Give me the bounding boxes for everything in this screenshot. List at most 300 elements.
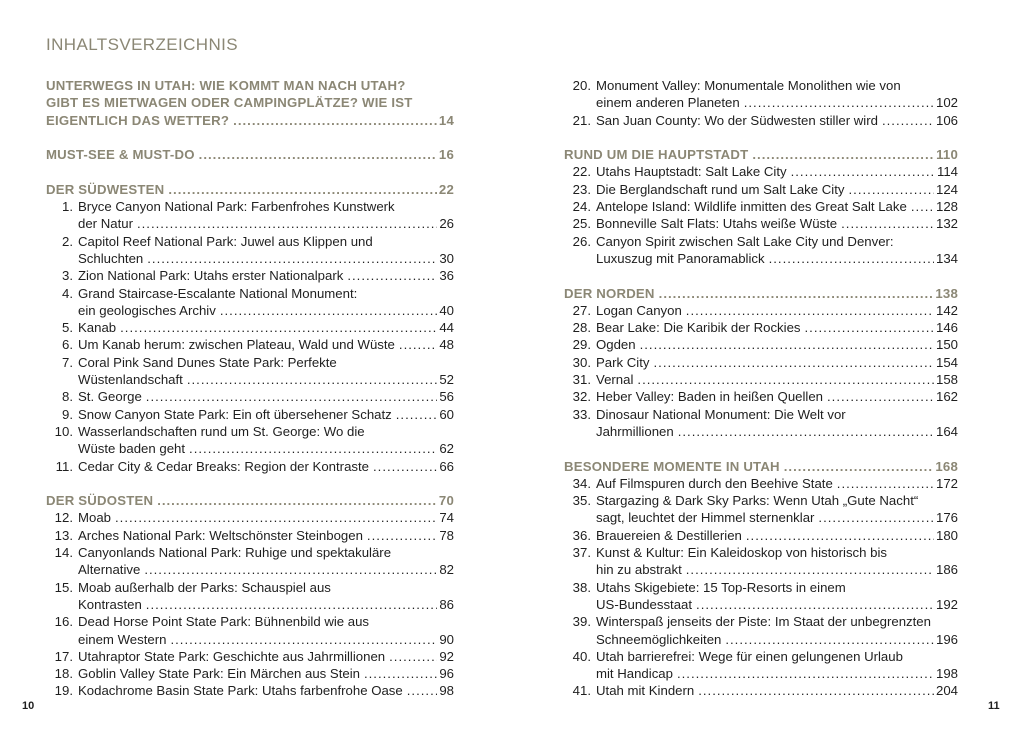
entry-text-line: Utahs Hauptstadt: Salt Lake City	[596, 164, 787, 180]
entry-last-line	[596, 665, 958, 682]
toc-entry	[46, 267, 454, 284]
page-number-right: 11	[988, 700, 1000, 712]
leader-dots	[367, 527, 437, 544]
entry-text-line: Monument Valley: Monumentale Monolithen wie von	[596, 78, 901, 93]
entry-text-line: Brauereien & Destillerien	[596, 527, 742, 543]
page-ref: 172	[935, 475, 958, 491]
entry-text-line: Um Kanab herum: zwischen Plateau, Wald und Wüste	[78, 337, 395, 353]
entry-text-line: ein geologisches Archiv	[78, 302, 216, 318]
entry-text	[596, 648, 958, 683]
page-number-left: 10	[22, 700, 35, 712]
left-toc-column	[46, 77, 454, 700]
entry-last-line	[596, 336, 958, 353]
leader-dots	[752, 146, 934, 163]
leader-dots	[407, 682, 438, 699]
section-page-ref: 110	[936, 147, 958, 163]
entry-last-line	[596, 215, 958, 232]
toc-entry	[564, 336, 958, 353]
entry-last-line	[596, 163, 958, 180]
entry-last-line	[596, 388, 958, 405]
entry-number: 12.	[54, 510, 73, 526]
entry-text	[78, 406, 454, 423]
entry-last-line	[596, 561, 958, 578]
entry-last-line	[596, 198, 958, 215]
page-ref: 52	[439, 372, 454, 388]
leader-dots	[882, 112, 934, 129]
entry-last-line	[78, 631, 454, 648]
toc-section	[46, 492, 454, 700]
page-ref: 78	[439, 527, 454, 543]
leader-dots	[805, 319, 934, 336]
page-ref: 198	[935, 666, 958, 682]
entry-text-line: Schluchten	[78, 250, 144, 266]
leader-dots	[677, 665, 934, 682]
entry-number: 15.	[54, 579, 73, 595]
page-ref: 142	[935, 302, 958, 318]
leader-dots	[746, 527, 934, 544]
entry-text-line: Bryce Canyon National Park: Farbenfrohes Kunstwerk	[78, 199, 395, 215]
section-page-ref: 70	[438, 493, 454, 509]
entry-text-line: San Juan County: Wo der Südwesten stiller wird	[596, 112, 878, 128]
page-ref: 56	[439, 389, 454, 405]
page-ref: 124	[935, 181, 958, 197]
entry-text	[596, 233, 958, 268]
entry-text-line: hin zu abstrakt	[596, 562, 682, 578]
page-ref: 48	[439, 337, 454, 353]
entry-last-line	[596, 94, 958, 111]
entry-number: 22.	[572, 164, 591, 180]
leader-dots	[696, 596, 934, 613]
section-heading	[564, 458, 958, 475]
leader-dots	[769, 250, 934, 267]
page-ref: 150	[935, 337, 958, 353]
page-ref: 102	[935, 95, 958, 111]
entry-number: 31.	[572, 372, 591, 388]
entry-text	[596, 112, 958, 129]
entry-text	[596, 544, 958, 579]
entry-text-line: Utahs Skigebiete: 15 Top-Resorts in einem	[596, 579, 846, 595]
toc-entry	[564, 77, 958, 112]
page-ref: 132	[935, 216, 958, 232]
toc-entry	[564, 475, 958, 492]
section-heading-last-line	[46, 181, 454, 198]
toc-entry	[564, 492, 958, 527]
toc-entry	[564, 527, 958, 544]
entry-text-line: Snow Canyon State Park: Ein oft übersehener Schatz	[78, 406, 392, 422]
toc-entry	[46, 527, 454, 544]
toc-entry	[564, 198, 958, 215]
entry-text	[78, 544, 454, 579]
entry-number: 7.	[62, 354, 73, 370]
leader-dots	[144, 561, 437, 578]
entry-text-line: Dead Horse Point State Park: Bühnenbild wie aus	[78, 614, 370, 630]
leader-dots	[791, 163, 935, 180]
entry-text	[596, 77, 958, 112]
page-ref: 74	[439, 510, 454, 526]
leader-dots	[146, 388, 438, 405]
entry-text-line: Luxuszug mit Panoramablick	[596, 250, 765, 266]
entry-text	[78, 509, 454, 526]
entry-text-line: Vernal	[596, 372, 634, 388]
entry-number: 26.	[572, 233, 591, 249]
entry-text	[78, 613, 454, 648]
toc-entry	[46, 388, 454, 405]
leader-dots	[637, 371, 934, 388]
page-ref: 180	[935, 527, 958, 543]
section-heading-last-line	[46, 112, 454, 129]
entry-text	[596, 492, 958, 527]
entry-last-line	[596, 631, 958, 648]
toc-entry	[46, 233, 454, 268]
entry-number: 19.	[54, 683, 73, 699]
toc-entry	[564, 648, 958, 683]
entry-text-line: Kontrasten	[78, 596, 142, 612]
leader-dots	[115, 509, 437, 526]
entry-number: 2.	[62, 233, 73, 249]
toc-entry	[46, 354, 454, 389]
leader-dots	[399, 336, 437, 353]
page-ref: 66	[439, 458, 454, 474]
entry-text-line: Kodachrome Basin State Park: Utahs farbenfrohe Oase	[78, 683, 403, 699]
toc-entry	[46, 285, 454, 320]
entry-text-line: Canyonlands National Park: Ruhige und spektakuläre	[78, 545, 392, 561]
entry-text-line: Utah mit Kindern	[596, 683, 695, 699]
entry-text-line: St. George	[78, 389, 142, 405]
entry-last-line	[596, 371, 958, 388]
entry-number: 36.	[572, 527, 591, 543]
entry-text	[596, 354, 958, 371]
entry-last-line	[596, 527, 958, 544]
entry-text-line: Stargazing & Dark Sky Parks: Wenn Utah „Gute Nacht“	[596, 493, 919, 509]
toc-entry	[564, 406, 958, 441]
leader-dots	[849, 181, 934, 198]
entry-text	[78, 319, 454, 336]
entry-last-line	[596, 250, 958, 267]
page-ref: 114	[936, 164, 958, 180]
entry-text	[78, 527, 454, 544]
toc-entry	[564, 682, 958, 699]
entry-text	[596, 527, 958, 544]
entry-text	[596, 215, 958, 232]
entry-text	[78, 682, 454, 699]
entry-text	[596, 198, 958, 215]
entry-text	[78, 648, 454, 665]
leader-dots	[199, 146, 437, 163]
section-heading-last-line	[564, 146, 958, 163]
entry-text-line: Zion National Park: Utahs erster Nationalpark	[78, 268, 344, 284]
entry-text-line: Wüste baden geht	[78, 441, 186, 457]
entry-last-line	[78, 302, 454, 319]
entry-number: 13.	[54, 527, 73, 543]
entry-number: 3.	[62, 268, 73, 284]
entry-number: 4.	[62, 285, 73, 301]
entry-last-line	[78, 527, 454, 544]
entry-number: 14.	[54, 545, 73, 561]
leader-dots	[654, 354, 934, 371]
toc-section	[46, 181, 454, 475]
entry-text	[596, 319, 958, 336]
entry-text-line: der Natur	[78, 216, 133, 232]
entry-text-line: mit Handicap	[596, 666, 673, 682]
page-ref: 146	[935, 320, 958, 336]
entry-text-line: Jahrmillionen	[596, 423, 674, 439]
leader-dots	[170, 631, 437, 648]
entry-text-line: Canyon Spirit zwischen Salt Lake City und Denver:	[596, 233, 894, 249]
entry-number: 41.	[572, 683, 591, 699]
entry-last-line	[596, 302, 958, 319]
entry-text	[78, 579, 454, 614]
toc-entry	[564, 215, 958, 232]
toc-entry	[46, 665, 454, 682]
page-ref: 128	[935, 199, 958, 215]
entry-text	[596, 406, 958, 441]
toc-entry	[564, 302, 958, 319]
entry-text-line: Wasserlandschaften rund um St. George: Wo die	[78, 423, 365, 439]
entry-text-line: Moab	[78, 510, 111, 526]
entry-text-line: Coral Pink Sand Dunes State Park: Perfekte	[78, 354, 337, 370]
section-heading-line: MUST-SEE & MUST-DO	[46, 147, 195, 163]
entry-text-line: Alternative	[78, 562, 141, 578]
entry-last-line	[78, 388, 454, 405]
entry-number: 39.	[572, 614, 591, 630]
section-page-ref: 22	[438, 181, 454, 197]
leader-dots	[389, 648, 437, 665]
entry-number: 21.	[572, 112, 591, 128]
entry-number: 23.	[572, 181, 591, 197]
toc-entry	[564, 388, 958, 405]
toc-entry	[46, 423, 454, 458]
toc-entry	[46, 406, 454, 423]
leader-dots	[725, 631, 934, 648]
entry-number: 9.	[62, 406, 73, 422]
entry-last-line	[596, 112, 958, 129]
entry-number: 29.	[572, 337, 591, 353]
section-heading-line: DER SÜDOSTEN	[46, 493, 154, 509]
entry-text	[596, 181, 958, 198]
page-ref: 86	[439, 596, 454, 612]
leader-dots	[784, 458, 934, 475]
leader-dots	[841, 215, 934, 232]
toc-entry	[46, 509, 454, 526]
section-heading	[564, 285, 958, 302]
entry-number: 17.	[54, 648, 73, 664]
entry-text	[596, 388, 958, 405]
entry-text-line: Dinosaur National Monument: Die Welt vor	[596, 406, 846, 422]
section-heading-last-line	[46, 146, 454, 163]
leader-dots	[659, 285, 934, 302]
entry-number: 38.	[572, 579, 591, 595]
entry-text	[78, 458, 454, 475]
toc-entry	[46, 458, 454, 475]
entry-text	[596, 371, 958, 388]
toc-section	[46, 146, 454, 163]
entry-text	[78, 354, 454, 389]
entry-text-line: Arches National Park: Weltschönster Steinbogen	[78, 527, 363, 543]
leader-dots	[396, 406, 438, 423]
entry-number: 30.	[572, 354, 591, 370]
entry-text-line: sagt, leuchtet der Himmel sternenklar	[596, 510, 815, 526]
leader-dots	[220, 302, 438, 319]
page-ref: 98	[439, 683, 454, 699]
entry-text-line: Kunst & Kultur: Ein Kaleidoskop von historisch bis	[596, 545, 888, 561]
page-ref: 162	[935, 389, 958, 405]
entry-text-line: Bonneville Salt Flats: Utahs weiße Wüste	[596, 216, 838, 232]
leader-dots	[189, 440, 437, 457]
section-heading	[46, 181, 454, 198]
entry-last-line	[78, 406, 454, 423]
toc-entry	[564, 181, 958, 198]
section-page-ref: 168	[935, 458, 958, 474]
leader-dots	[373, 458, 437, 475]
leader-dots	[837, 475, 934, 492]
section-page-ref: 16	[438, 147, 454, 163]
page-ref: 96	[439, 666, 454, 682]
toc-entry	[46, 544, 454, 579]
section-heading-line: BESONDERE MOMENTE IN UTAH	[564, 458, 780, 474]
section-heading-line: DER NORDEN	[564, 285, 655, 301]
entry-text-line: Goblin Valley State Park: Ein Märchen aus Stein	[78, 666, 360, 682]
entry-last-line	[78, 250, 454, 267]
leader-dots	[686, 561, 934, 578]
section-heading	[46, 492, 454, 509]
entry-number: 33.	[572, 406, 591, 422]
leader-dots	[347, 267, 437, 284]
page-ref: 192	[935, 596, 958, 612]
toc-section	[564, 77, 958, 129]
toc-section	[46, 77, 454, 129]
entry-text-line: einem Western	[78, 631, 167, 647]
toc-entry	[46, 682, 454, 699]
entry-last-line	[596, 509, 958, 526]
section-heading-last-line	[564, 285, 958, 302]
page-ref: 186	[935, 562, 958, 578]
entry-number: 40.	[572, 648, 591, 664]
entry-last-line	[78, 561, 454, 578]
leader-dots	[364, 665, 437, 682]
section-heading	[46, 146, 454, 163]
entry-last-line	[78, 648, 454, 665]
entry-last-line	[596, 596, 958, 613]
toc-entry	[564, 233, 958, 268]
entry-text	[78, 665, 454, 682]
entry-number: 1.	[62, 199, 73, 215]
toc-entry	[564, 579, 958, 614]
entry-last-line	[78, 215, 454, 232]
toc-entry	[564, 544, 958, 579]
section-heading-last-line	[564, 458, 958, 475]
entry-last-line	[596, 354, 958, 371]
toc-entry	[46, 336, 454, 353]
entry-last-line	[78, 267, 454, 284]
entry-text-line: Die Berglandschaft rund um Salt Lake City	[596, 181, 845, 197]
leader-dots	[137, 215, 437, 232]
toc-title: INHALTSVERZEICHNIS	[46, 35, 239, 54]
toc-entry	[564, 371, 958, 388]
page-ref: 26	[439, 216, 454, 232]
entry-text-line: Grand Staircase-Escalante National Monument:	[78, 285, 358, 301]
page-ref: 176	[935, 510, 958, 526]
entry-text	[596, 579, 958, 614]
entry-text-line: Winterspaß jenseits der Piste: Im Staat der unbegrenzten	[596, 614, 931, 630]
entry-text-line: Utahraptor State Park: Geschichte aus Jahrmillionen	[78, 648, 386, 664]
entry-number: 28.	[572, 320, 591, 336]
leader-dots	[187, 371, 438, 388]
entry-text	[78, 198, 454, 233]
entry-number: 11.	[55, 458, 73, 474]
entry-text	[78, 388, 454, 405]
entry-text	[78, 267, 454, 284]
leader-dots	[147, 250, 437, 267]
entry-text-line: Schneemöglichkeiten	[596, 631, 722, 647]
page-ref: 36	[439, 268, 454, 284]
toc-entry	[564, 163, 958, 180]
entry-text-line: Antelope Island: Wildlife inmitten des Great Salt Lake	[596, 199, 907, 215]
entry-text	[596, 682, 958, 699]
page-ref: 44	[439, 320, 454, 336]
entry-number: 16.	[54, 614, 73, 630]
entry-text-line: Auf Filmspuren durch den Beehive State	[596, 475, 833, 491]
entry-text	[596, 302, 958, 319]
entry-text	[78, 423, 454, 458]
entry-text	[78, 285, 454, 320]
entry-last-line	[78, 665, 454, 682]
section-heading	[564, 146, 958, 163]
entry-last-line	[596, 682, 958, 699]
section-page-ref: 14	[438, 112, 454, 128]
right-page	[510, 0, 1020, 732]
entry-text-line: Capitol Reef National Park: Juwel aus Klippen und	[78, 233, 373, 249]
page-ref: 134	[935, 250, 958, 266]
section-heading-last-line	[46, 492, 454, 509]
leader-dots	[818, 509, 934, 526]
entry-text-line: Bear Lake: Die Karibik der Rockies	[596, 320, 801, 336]
toc-section	[564, 458, 958, 700]
entry-last-line	[78, 336, 454, 353]
leader-dots	[698, 682, 934, 699]
section-heading-line: EIGENTLICH DAS WETTER?	[46, 112, 230, 128]
leader-dots	[640, 336, 934, 353]
entry-text-line: Heber Valley: Baden in heißen Quellen	[596, 389, 824, 405]
toc-entry	[46, 613, 454, 648]
leader-dots	[911, 198, 934, 215]
leader-dots	[157, 492, 437, 509]
right-toc-column	[564, 77, 958, 700]
entry-last-line	[78, 509, 454, 526]
entry-number: 37.	[572, 545, 591, 561]
page-ref: 62	[439, 441, 454, 457]
leader-dots	[233, 112, 437, 129]
page-ref: 82	[439, 562, 454, 578]
entry-last-line	[596, 475, 958, 492]
entry-number: 8.	[62, 389, 73, 405]
toc-entry	[564, 354, 958, 371]
entry-number: 27.	[572, 302, 591, 318]
toc-entry	[564, 319, 958, 336]
entry-text-line: Utah barrierefrei: Wege für einen gelungenen Urlaub	[596, 648, 903, 664]
entry-last-line	[78, 319, 454, 336]
entry-last-line	[78, 682, 454, 699]
entry-text-line: Moab außerhalb der Parks: Schauspiel aus	[78, 579, 331, 595]
leader-dots	[146, 596, 438, 613]
toc-section	[564, 146, 958, 267]
leader-dots	[168, 181, 437, 198]
section-heading	[46, 77, 454, 129]
section-heading-line: GIBT ES MIETWAGEN ODER CAMPINGPLÄTZE? WIE IST	[46, 95, 413, 111]
page-ref: 90	[439, 631, 454, 647]
entry-text	[596, 163, 958, 180]
entry-last-line	[78, 458, 454, 475]
entry-last-line	[596, 319, 958, 336]
